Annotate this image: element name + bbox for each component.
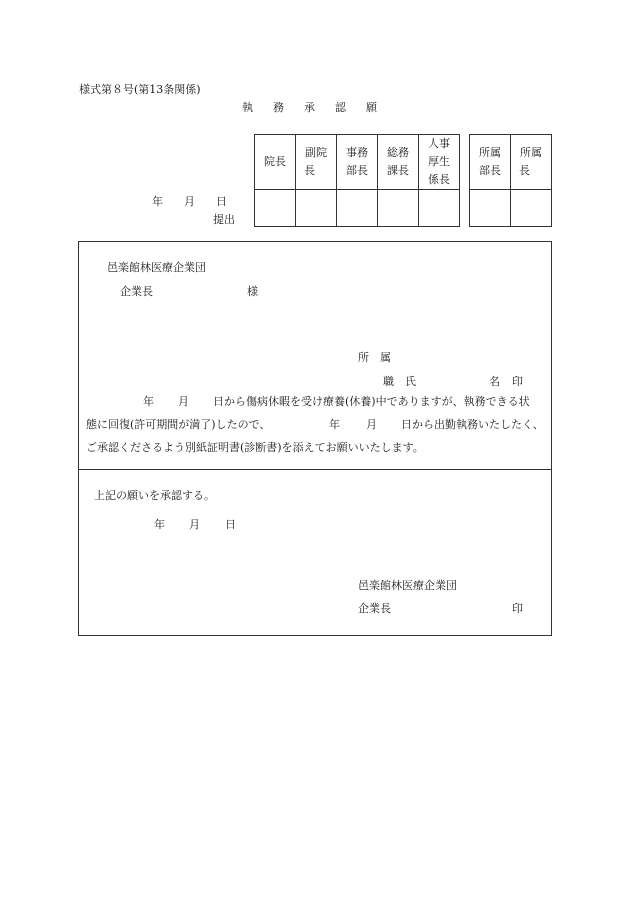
leave-start-year: 年 bbox=[143, 395, 154, 408]
stamp-cell[interactable] bbox=[296, 190, 337, 227]
submission-date[interactable] bbox=[152, 193, 227, 209]
approver-organization: 邑楽館林医療企業団 bbox=[358, 579, 457, 592]
year-label: 年 bbox=[152, 195, 163, 208]
submitted-label: 提出 bbox=[213, 213, 235, 226]
approval-day: 日 bbox=[225, 518, 236, 531]
approval-month: 月 bbox=[189, 518, 200, 531]
stamp-cell[interactable] bbox=[378, 190, 419, 227]
document-title bbox=[242, 99, 377, 115]
affiliation-label: 所 属 bbox=[358, 351, 391, 364]
title-name-label: 職 氏 bbox=[383, 375, 416, 388]
title-char: 務 bbox=[273, 101, 284, 114]
request-section bbox=[78, 241, 552, 470]
body-text-line3: ご承認くださるよう別紙証明書(診断書)を添えてお願いいたします。 bbox=[86, 441, 424, 454]
organization-name: 邑楽館林医療企業団 bbox=[107, 261, 206, 274]
leave-start-month: 月 bbox=[178, 395, 189, 408]
addressee-title: 企業長 bbox=[120, 285, 153, 298]
stamp-cell[interactable] bbox=[337, 190, 378, 227]
body-text-line1: 日から傷病休暇を受け療養(休養)中でありますが、執務できる状 bbox=[213, 395, 530, 408]
name-label: 名 bbox=[489, 375, 500, 388]
form-number: 様式第８号(第13条関係) bbox=[79, 83, 201, 96]
stamp-cell[interactable] bbox=[511, 190, 552, 227]
stamp-cell[interactable] bbox=[255, 190, 296, 227]
return-year: 年 bbox=[329, 418, 340, 431]
stamp-cell[interactable] bbox=[470, 190, 511, 227]
approval-year: 年 bbox=[154, 518, 165, 531]
header-cell-admin-manager: 事務 部長 bbox=[337, 135, 378, 190]
applicant-seal[interactable]: 印 bbox=[512, 375, 523, 388]
approval-stamp-table bbox=[254, 134, 460, 227]
stamp-cell[interactable] bbox=[419, 190, 460, 227]
header-cell-director: 院長 bbox=[255, 135, 296, 190]
approver-seal[interactable]: 印 bbox=[512, 602, 523, 615]
title-char: 承 bbox=[304, 101, 315, 114]
month-label: 月 bbox=[184, 195, 195, 208]
title-char: 願 bbox=[366, 101, 377, 114]
department-stamp-table bbox=[469, 134, 552, 227]
approval-statement: 上記の願いを承認する。 bbox=[94, 489, 215, 502]
approver-title: 企業長 bbox=[358, 602, 391, 615]
header-cell-hr-welfare-chief: 人事 厚生 係長 bbox=[419, 135, 460, 190]
honorific: 様 bbox=[247, 285, 258, 298]
day-label: 日 bbox=[216, 195, 227, 208]
body-text-line2: 態に回復(許可期間が満了)したので、 bbox=[86, 418, 271, 431]
title-char: 執 bbox=[242, 101, 253, 114]
header-cell-dept-manager: 所属 部長 bbox=[470, 135, 511, 190]
header-cell-general-affairs-chief: 総務 課長 bbox=[378, 135, 419, 190]
body-text-line2-end: 日から出勤執務いたしたく、 bbox=[401, 418, 544, 431]
header-cell-dept-head: 所属 長 bbox=[511, 135, 552, 190]
return-month: 月 bbox=[366, 418, 377, 431]
header-cell-vice-director: 副院 長 bbox=[296, 135, 337, 190]
title-char: 認 bbox=[335, 101, 346, 114]
